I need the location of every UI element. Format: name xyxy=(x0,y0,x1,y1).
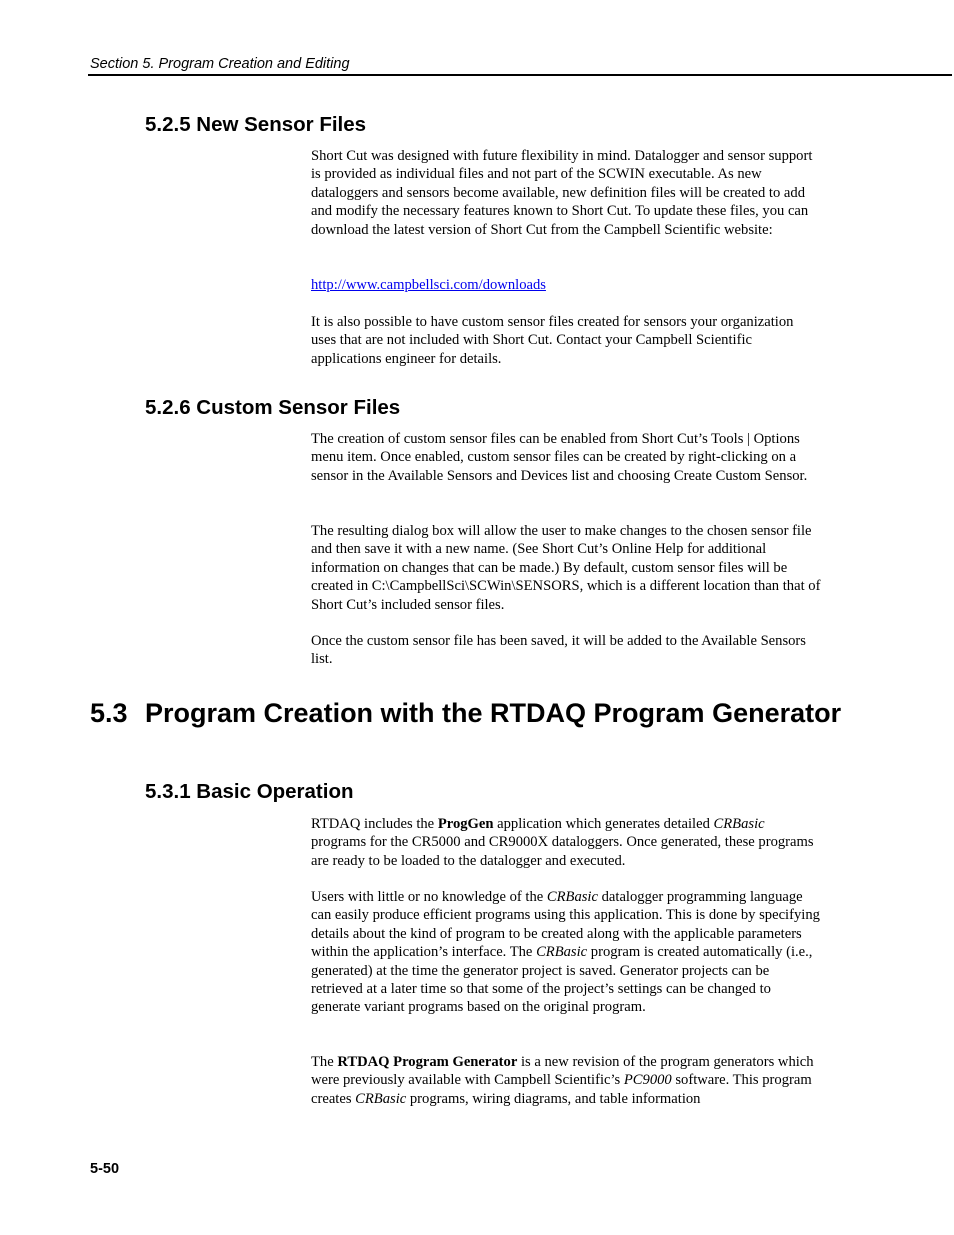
crbasic-italic: CRBasic xyxy=(355,1090,407,1107)
rtdaq-generator-bold: RTDAQ Program Generator xyxy=(337,1054,518,1070)
downloads-link[interactable]: http://www.campbellsci.com/downloads xyxy=(311,277,546,293)
text-run: is a new revision of the program generators which were previously available with Campbell Scientific’s xyxy=(311,1054,814,1089)
running-header: Section 5. Program Creation and Editing xyxy=(90,56,350,72)
paragraph-5-2-5-2: It is also possible to have custom sensor files created for sensors your organization uses that are not included with Short Cut. Contact your Campbell Scientific applications engineer for details. xyxy=(311,314,794,367)
paragraph-5-3-1-2 xyxy=(311,888,821,1017)
text-run: RTDAQ includes the xyxy=(311,816,438,832)
text-run: Users with little or no knowledge of the xyxy=(311,889,547,905)
heading-5-3-1: 5.3.1 Basic Operation xyxy=(145,780,354,803)
paragraph-5-3-1-3 xyxy=(311,1053,821,1108)
paragraph-5-2-6-1: The creation of custom sensor files can be enabled from Short Cut’s Tools | Options menu item. Once enabled, custom sensor files can be created by right-clicking on a sensor in the Available Sensors and Devices list and choosing Create Custom Sensor. xyxy=(311,431,808,484)
text-run: programs for the CR5000 and CR9000X dataloggers. Once generated, these programs are ready to be loaded to the datalogger and executed. xyxy=(311,834,814,869)
progen-bold: ProgGen xyxy=(437,816,494,832)
crbasic-italic: CRBasic xyxy=(536,944,588,961)
heading-5-3 xyxy=(90,697,905,729)
crbasic-italic: CRBasic xyxy=(546,889,598,905)
heading-5-3-number: 5.3 xyxy=(90,698,128,728)
paragraph-5-2-6-2: The resulting dialog box will allow the user to make changes to the chosen sensor file and then save it with a new name. (See Short Cut’s Online Help for additional information on changes that can be made.) By default, custom sensor files will be created in C:\CampbellSci\SCWin\SENSORS, which is a different location than that of Short Cut’s included sensor files. xyxy=(311,523,821,613)
heading-5-2-5: 5.2.5 New Sensor Files xyxy=(145,113,367,136)
text-run: software. This program creates xyxy=(311,1072,812,1107)
paragraph-5-2-6-3: Once the custom sensor file has been saved, it will be added to the Available Sensors list. xyxy=(311,633,806,668)
heading-5-2-6: 5.2.6 Custom Sensor Files xyxy=(145,396,401,419)
text-run: application which generates detailed xyxy=(493,816,714,832)
paragraph-5-3-1-1 xyxy=(311,815,821,870)
paragraph-5-2-5-1: Short Cut was designed with future flexibility in mind. Datalogger and sensor support is provided as individual files and not part of the SCWIN executable. As new dataloggers and sensors become available, new definition files will be created to add and modify the necessary features known to Short Cut. To update these files, you can download the latest version of Short Cut from the Campbell Scientific website: xyxy=(311,148,813,238)
heading-5-3-title: Program Creation with the RTDAQ Program Generator xyxy=(145,698,842,728)
header-rule xyxy=(88,74,952,76)
page-number: 5-50 xyxy=(90,1161,120,1177)
text-run: datalogger programming language can easily produce efficient programs using this application. This is done by specifying details about the kind of program to be created along with the applicable parameters within the application’s interface. The xyxy=(311,889,820,961)
paragraph-5-2-5-link xyxy=(311,276,821,294)
text-run: The xyxy=(311,1054,338,1070)
text-run: program is created automatically (i.e., generated) at the time the generator project is saved. Generator projects can be retrieved at a later time so that some of the project’s settings can be changed to generate variant programs based on the original program. xyxy=(311,944,813,1016)
crbasic-italic: CRBasic xyxy=(713,816,765,832)
pc9000-italic: PC9000 xyxy=(623,1072,672,1089)
text-run: programs, wiring diagrams, and table information xyxy=(406,1090,701,1107)
